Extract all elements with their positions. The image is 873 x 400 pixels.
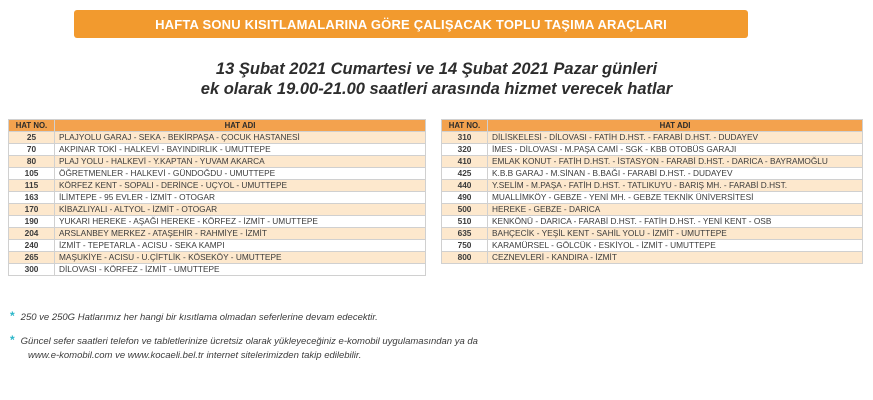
route-number: 115 [9, 180, 55, 192]
route-number: 320 [442, 144, 488, 156]
column-header-hat-no: HAT NO. [442, 120, 488, 132]
table-row [442, 204, 863, 216]
table-row [9, 204, 426, 216]
route-number: 300 [9, 264, 55, 276]
header-banner: HAFTA SONU KISITLAMALARINA GÖRE ÇALIŞACAK TOPLU TAŞIMA ARAÇLARI [74, 10, 748, 38]
route-number: 440 [442, 180, 488, 192]
route-name: İZMİT - TEPETARLA - ACISU - SEKA KAMPI [55, 240, 426, 252]
table-row [442, 216, 863, 228]
route-name: KÖRFEZ KENT - SOPALI - DERİNCE - UÇYOL - UMUTTEPE [55, 180, 426, 192]
table-row [9, 192, 426, 204]
route-name: K.B.B GARAJ - M.SİNAN - B.BAĞI - FARABİ D.HST. - DUDAYEV [488, 168, 863, 180]
route-number: 70 [9, 144, 55, 156]
note-2-text-line-2: www.e-komobil.com ve www.kocaeli.bel.tr internet sitelerimizden takip edilebilir. [28, 350, 362, 361]
route-number: 105 [9, 168, 55, 180]
table-row [9, 216, 426, 228]
table-row [442, 144, 863, 156]
route-number: 490 [442, 192, 488, 204]
route-name: KARAMÜRSEL - GÖLCÜK - ESKİYOL - İZMİT - UMUTTEPE [488, 240, 863, 252]
route-name: KİBAZLIYALI - ALTYOL - İZMİT - OTOGAR [55, 204, 426, 216]
route-number: 240 [9, 240, 55, 252]
asterisk-icon: * [10, 333, 15, 347]
route-name: CEZNEVLERİ - KANDIRA - İZMİT [488, 252, 863, 264]
table-row [442, 168, 863, 180]
table-row [442, 240, 863, 252]
route-name: EMLAK KONUT - FATİH D.HST. - İSTASYON - FARABİ D.HST. - DARICA - BAYRAMOĞLU [488, 156, 863, 168]
table-header-row [9, 120, 426, 132]
route-name: MUALLİMKÖY - GEBZE - YENİ MH. - GEBZE TEKNİK ÜNİVERSİTESİ [488, 192, 863, 204]
table-row [9, 144, 426, 156]
table-row [9, 252, 426, 264]
table-row [442, 180, 863, 192]
table-row [442, 252, 863, 264]
table-row [9, 156, 426, 168]
note-1 [10, 309, 378, 325]
column-header-hat-adi: HAT ADI [488, 120, 863, 132]
table-row [9, 228, 426, 240]
route-number: 163 [9, 192, 55, 204]
route-number: 410 [442, 156, 488, 168]
routes-table-right [441, 119, 863, 264]
route-name: ÖĞRETMENLER - HALKEVİ - GÜNDOĞDU - UMUTTEPE [55, 168, 426, 180]
route-name: YUKARI HEREKE - AŞAĞI HEREKE - KÖRFEZ - İZMİT - UMUTTEPE [55, 216, 426, 228]
route-number: 265 [9, 252, 55, 264]
route-number: 190 [9, 216, 55, 228]
route-name: PLAJYOLU GARAJ - SEKA - BEKİRPAŞA - ÇOCUK HASTANESİ [55, 132, 426, 144]
route-name: AKPINAR TOKİ - HALKEVİ - BAYINDIRLIK - UMUTTEPE [55, 144, 426, 156]
page-title-line-2: ek olarak 19.00-21.00 saatleri arasında hizmet verecek hatlar [200, 80, 673, 98]
route-number: 170 [9, 204, 55, 216]
table-row [9, 240, 426, 252]
route-number: 310 [442, 132, 488, 144]
table-row [9, 168, 426, 180]
route-name: DİLİSKELESİ - DİLOVASI - FATİH D.HST. - FARABİ D.HST. - DUDAYEV [488, 132, 863, 144]
route-name: Y.SELİM - M.PAŞA - FATİH D.HST. - TATLIKUYU - BARIŞ MH. - FARABİ D.HST. [488, 180, 863, 192]
table-row [442, 192, 863, 204]
routes-table-left [8, 119, 426, 276]
route-number: 425 [442, 168, 488, 180]
table-row [442, 228, 863, 240]
route-name: ARSLANBEY MERKEZ - ATAŞEHİR - RAHMİYE - İZMİT [55, 228, 426, 240]
route-name: BAHÇECİK - YEŞİL KENT - SAHİL YOLU - İZMİT - UMUTTEPE [488, 228, 863, 240]
route-name: İLİMTEPE - 95 EVLER - İZMİT - OTOGAR [55, 192, 426, 204]
note-2 [10, 333, 478, 363]
route-name: DİLOVASI - KÖRFEZ - İZMİT - UMUTTEPE [55, 264, 426, 276]
route-number: 204 [9, 228, 55, 240]
route-name: HEREKE - GEBZE - DARICA [488, 204, 863, 216]
table-row [9, 264, 426, 276]
route-number: 500 [442, 204, 488, 216]
table-row [442, 156, 863, 168]
route-number: 25 [9, 132, 55, 144]
route-number: 750 [442, 240, 488, 252]
route-name: İMES - DİLOVASI - M.PAŞA CAMİ - SGK - KBB OTOBÜS GARAJI [488, 144, 863, 156]
note-2-text-line-1: Güncel sefer saatleri telefon ve tabletlerinize ücretsiz olarak yükleyeceğiniz e-komobil uygulamasından ya da [20, 336, 478, 347]
table-row [9, 132, 426, 144]
route-name: KENKÖNÜ - DARICA - FARABİ D.HST. - FATİH D.HST. - YENİ KENT - OSB [488, 216, 863, 228]
route-number: 635 [442, 228, 488, 240]
asterisk-icon: * [10, 309, 15, 323]
route-number: 80 [9, 156, 55, 168]
route-name: PLAJ YOLU - HALKEVİ - Y.KAPTAN - YUVAM AKARCA [55, 156, 426, 168]
column-header-hat-adi: HAT ADI [55, 120, 426, 132]
route-number: 800 [442, 252, 488, 264]
column-header-hat-no: HAT NO. [9, 120, 55, 132]
note-1-text: 250 ve 250G Hatlarımız her hangi bir kısıtlama olmadan seferlerine devam edecektir. [20, 312, 378, 323]
route-name: MAŞUKİYE - ACISU - U.ÇİFTLİK - KÖSEKÖY - UMUTTEPE [55, 252, 426, 264]
page-title-line-1: 13 Şubat 2021 Cumartesi ve 14 Şubat 2021 Pazar günleri [215, 60, 658, 78]
table-header-row [442, 120, 863, 132]
route-number: 510 [442, 216, 488, 228]
table-row [442, 132, 863, 144]
table-row [9, 180, 426, 192]
